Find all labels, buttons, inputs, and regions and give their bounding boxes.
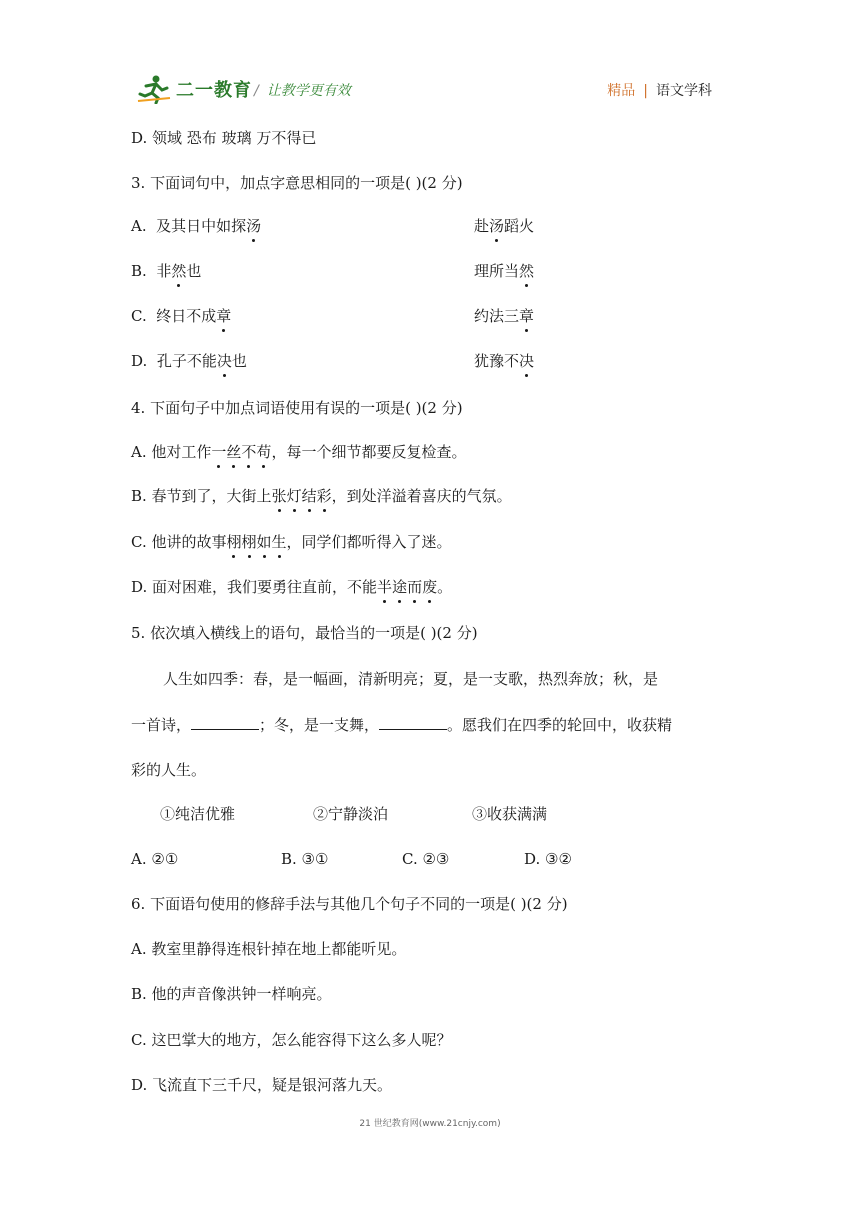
- slogan: / 让教学更有效: [254, 83, 351, 99]
- slogan-text: 让教学更有效: [266, 83, 351, 99]
- fill-blank-1: [191, 715, 259, 730]
- q5-choice-2: ②宁静淡泊: [313, 805, 389, 823]
- q4-option-c: C. 他讲的故事栩栩如生，同学们都听得入了迷。: [131, 533, 452, 551]
- q3-stem: 3. 下面词句中，加点字意思相同的一项是( )(2 分): [131, 174, 463, 192]
- tag-premium: 精品: [607, 83, 636, 99]
- q5-choice-1: ①纯洁优雅: [160, 805, 236, 823]
- q5-choice-3: ③收获满满: [472, 805, 548, 823]
- q4-option-b: B. 春节到了，大街上张灯结彩，到处洋溢着喜庆的气氛。: [131, 487, 512, 505]
- q6-stem: 6. 下面语句使用的修辞手法与其他几个句子不同的一项是( )(2 分): [131, 895, 568, 913]
- q6-option-d: D. 飞流直下三千尺，疑是银河落九天。: [131, 1076, 393, 1094]
- q2-option-d: D. 领域 恐布 玻璃 万不得已: [131, 129, 317, 147]
- logo: [136, 74, 252, 104]
- q4-option-a: A. 他对工作一丝不苟，每一个细节都要反复检查。: [131, 443, 467, 461]
- q3-option-a: A. 及其日中如探汤 赴汤蹈火: [131, 217, 535, 235]
- q3-option-d: D. 孔子不能决也 犹豫不决: [131, 352, 535, 370]
- q6-option-c: C. 这巴掌大的地方，怎么能容得下这么多人呢？: [131, 1031, 452, 1049]
- q5-passage-line-1: 人生如四季：春，是一幅画，清新明亮；夏，是一支歌，热烈奔放；秋，是: [163, 670, 659, 688]
- q3-option-b: B. 非然也 理所当然: [131, 262, 535, 280]
- page-header: [136, 74, 736, 106]
- q4-option-d: D. 面对困难，我们要勇往直前，不能半途而废。: [131, 578, 453, 596]
- fill-blank-2: [379, 715, 447, 730]
- q5-option-b: B. ③①: [281, 850, 329, 868]
- logo-text: 二一教育: [176, 80, 252, 101]
- q3-option-c: C. 终日不成章 约法三章: [131, 307, 535, 325]
- q6-option-b: B. 他的声音像洪钟一样响亮。: [131, 985, 332, 1003]
- runner-logo-icon: [136, 74, 172, 104]
- q5-option-a: A. ②①: [131, 850, 179, 868]
- subject-tag: 精品 | 语文学科: [607, 83, 712, 99]
- q5-option-d: D. ③②: [524, 850, 572, 868]
- q5-passage-line-3: 彩的人生。: [131, 761, 207, 779]
- q5-stem: 5. 依次填入横线上的语句，最恰当的一项是( )(2 分): [131, 624, 478, 642]
- tag-subject: 语文学科: [656, 83, 712, 99]
- q4-stem: 4. 下面句子中加点词语使用有误的一项是( )(2 分): [131, 399, 463, 417]
- q6-option-a: A. 教室里静得连根针掉在地上都能听见。: [131, 940, 407, 958]
- q5-option-c: C. ②③: [402, 850, 450, 868]
- page-footer: 21 世纪教育网(www.21cnjy.com): [359, 1119, 501, 1129]
- q5-passage-line-2: 一首诗， ；冬，是一支舞， 。愿我们在四季的轮回中，收获精: [131, 716, 673, 734]
